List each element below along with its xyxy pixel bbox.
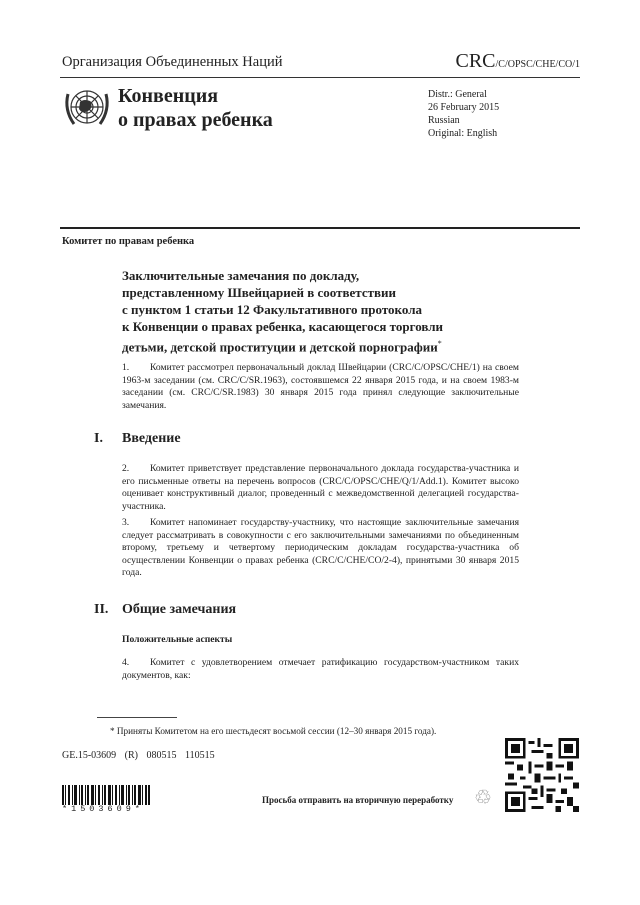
section-heading-1 — [94, 431, 519, 446]
barcode-number: *1503609* — [62, 804, 144, 814]
paragraph-2 — [122, 463, 519, 513]
symbol-rest: /C/OPSC/CHE/CO/1 — [495, 59, 580, 70]
title-line: представленному Швейцарией в соответствии — [122, 285, 396, 300]
date-line: 26 February 2015 — [428, 102, 500, 113]
paragraph-text: Комитет рассмотрел первоначальный доклад Швейцарии (CRC/C/OPSC/CHE/1) на своем 1963-м заседании (см. CRC/C/SR.1963), состоявшемся 22 января 2015 года, и на своем 1983-м заседании (см. CRC/C/SR.1983) 30 января 2015 года принял следующие заключительные замечания. — [122, 362, 519, 411]
footnote-rule — [97, 717, 177, 718]
section-title: Общие замечания — [122, 602, 237, 617]
thick-rule — [60, 227, 580, 229]
paragraph-number: 3. — [122, 517, 130, 528]
title-line-1: Конвенция — [118, 85, 219, 107]
title-line-2: о правах ребенка — [118, 109, 273, 131]
section-number: II. — [94, 602, 109, 617]
paragraph-number: 4. — [122, 657, 130, 668]
job-number: GE.15-03609 (R) 080515 110515 — [62, 750, 215, 761]
recycle-icon: ♲ — [474, 787, 492, 809]
distr-line: Distr.: General — [428, 89, 487, 100]
footnote: * Приняты Комитетом на его шестьдесят восьмой сессии (12–30 января 2015 года). — [110, 726, 437, 736]
original-language-line: Original: English — [428, 128, 498, 139]
organization-name: Организация Объединенных Наций — [62, 54, 283, 70]
title-line: к Конвенции о правах ребенка, касающегося торговли — [122, 319, 444, 334]
convention-title — [118, 84, 273, 132]
distribution-info — [428, 88, 499, 140]
paragraph-text: Комитет напоминает государству-участнику, что настоящие заключительные замечания следует рассматривать в совокупности с его заключительными замечаниями по объединенным второму, третьему и четвертому периодическим докладам государства-участника об осуществлении Конвенции о правах ребенка (CRC/C/CHE/CO/2-4), принятыми 30 января 2015 года. — [122, 517, 519, 578]
language-line: Russian — [428, 115, 460, 126]
symbol-main: CRC — [455, 50, 496, 72]
title-line: Заключительные замечания по докладу, — [122, 268, 360, 283]
section-heading-2 — [94, 602, 519, 617]
subheading: Положительные аспекты — [122, 634, 233, 645]
paragraph-number: 1. — [122, 362, 130, 373]
paragraph-text: Комитет приветствует представление первоначального доклада государства-участника и его письменные ответы на перечень вопросов (CRC/C/OPSC/CHE/Q/1/Add.1). Комитет высоко оценивает конструктивный диалог, проведенный с межведомственной делегацией государства-участника. — [122, 463, 519, 512]
header-rule — [60, 77, 580, 78]
paragraph-4 — [122, 657, 519, 682]
section-title: Введение — [122, 431, 181, 446]
un-emblem-icon — [62, 82, 112, 132]
recycle-notice: Просьба отправить на вторичную переработку — [262, 795, 454, 805]
footnote-mark: * — [437, 339, 442, 348]
barcode-icon — [62, 785, 150, 805]
committee-name: Комитет по правам ребенка — [62, 236, 195, 247]
document-symbol — [456, 50, 581, 73]
title-line: с пунктом 1 статьи 12 Факультативного протокола — [122, 302, 422, 317]
document-title — [122, 267, 522, 355]
paragraph-1 — [122, 362, 519, 412]
paragraph-text: Комитет с удовлетворением отмечает ратификацию государством-участником таких документов, как: — [122, 657, 519, 681]
title-line: детьми, детской проституции и детской порнографии — [122, 339, 438, 355]
section-number: I. — [94, 431, 103, 446]
paragraph-number: 2. — [122, 463, 130, 474]
paragraph-3 — [122, 517, 519, 580]
qr-code-icon — [505, 738, 579, 812]
